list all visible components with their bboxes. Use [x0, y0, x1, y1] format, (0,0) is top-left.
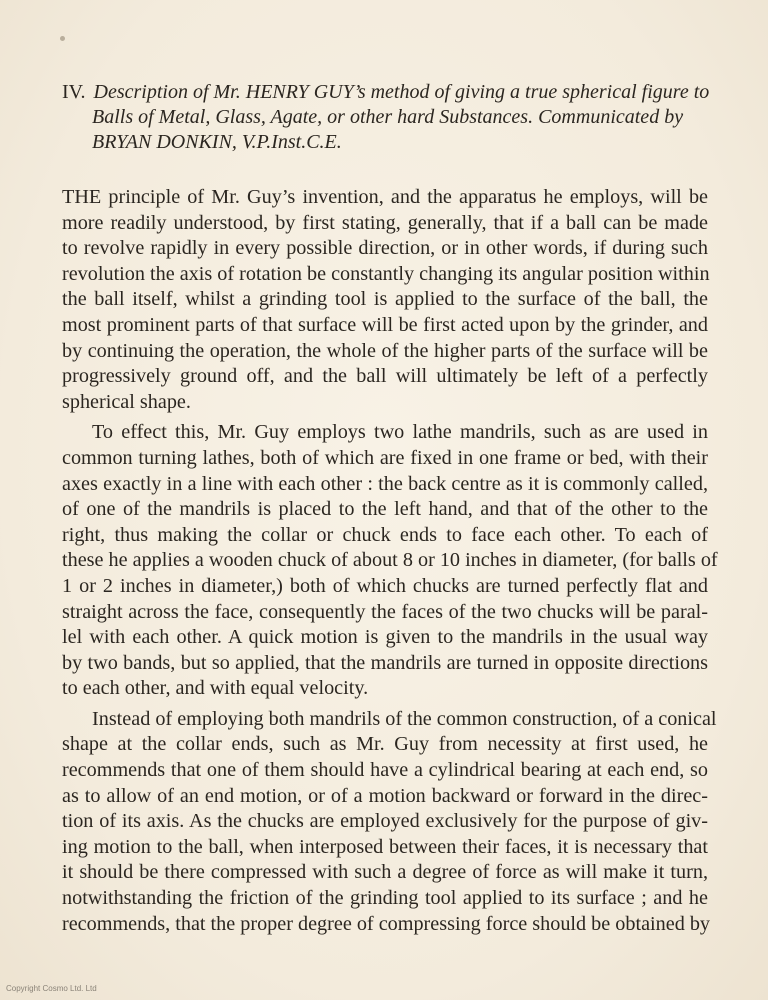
text-line: To effect this, Mr. Guy employs two lathe mandrils, such as are used in — [92, 421, 708, 444]
text-line: lel with each other. A quick motion is given to the mandrils in the usual way — [62, 626, 708, 649]
text-line: recommends, that the proper degree of compressing force should be obtained by — [62, 912, 711, 935]
text-line: it should be there compressed with such a degree of force as will make it turn, — [62, 861, 708, 884]
heading-line-2: Balls of Metal, Glass, Agate, or other hard Substances. Communicated by — [92, 106, 684, 128]
text-line: recommends that one of them should have a cylindrical bearing at each end, so — [62, 759, 708, 782]
text-line: ing motion to the ball, when interposed between their faces, it is necessary that — [62, 835, 708, 858]
text-line: shape at the collar ends, such as Mr. Guy from necessity at first used, he — [62, 733, 708, 756]
text-line: to revolve rapidly in every possible direction, or in other words, if during such — [62, 237, 708, 260]
heading-line-3: BRYAN DONKIN, V.P.Inst.C.E. — [92, 131, 342, 153]
text-line: more readily understood, by first stating, generally, that if a ball can be made — [62, 211, 708, 234]
text-line: by continuing the operation, the whole of the higher parts of the surface will be — [62, 339, 708, 362]
text-line: THE principle of Mr. Guy’s invention, and the apparatus he employs, will be — [62, 186, 708, 208]
heading-line-1: IV. Description of Mr. HENRY GUY’s method of giving a true spherical figure to — [62, 81, 710, 103]
text-line: revolution the axis of rotation be constantly changing its angular position within — [62, 262, 710, 285]
article-heading — [62, 80, 722, 155]
copyright-credit: Copyright Cosmo Ltd. Ltd — [6, 984, 97, 993]
section-number: IV. — [62, 81, 86, 103]
text-line: axes exactly in a line with each other : the back centre as it is commonly called, — [62, 472, 708, 495]
text-line: by two bands, but so applied, that the mandrils are turned in opposite directions — [62, 651, 708, 674]
text-line: these he applies a wooden chuck of about 8 or 10 inches in diameter, (for balls of — [62, 549, 718, 572]
text-line: as to allow of an end motion, or of a motion backward or forward in the direc- — [62, 784, 708, 807]
body-text — [62, 185, 718, 937]
text-line: progressively ground off, and the ball will ultimately be left of a perfectly — [62, 365, 708, 388]
text-line: right, thus making the collar or chuck ends to face each other. To each of — [62, 523, 708, 546]
text-line: most prominent parts of that surface will be first acted upon by the grinder, and — [62, 313, 708, 336]
text-line: of one of the mandrils is placed to the left hand, and that of the other to the — [62, 498, 708, 521]
text-line: common turning lathes, both of which are fixed in one frame or bed, with their — [62, 446, 708, 469]
text-line: Instead of employing both mandrils of the common construction, of a conical — [92, 707, 717, 730]
paragraph-2 — [62, 420, 718, 702]
paper-speck — [60, 36, 65, 41]
text-line: straight across the face, consequently the faces of the two chucks will be paral- — [62, 600, 708, 623]
text-line: tion of its axis. As the chucks are employed exclusively for the purpose of giv- — [62, 810, 708, 833]
paragraph-3 — [62, 707, 717, 937]
text-line: the ball itself, whilst a grinding tool is applied to the surface of the ball, the — [62, 288, 708, 311]
text-line: notwithstanding the friction of the grinding tool applied to its surface ; and he — [62, 887, 708, 910]
text-line: to each other, and with equal velocity. — [62, 677, 369, 700]
paragraph-1 — [62, 185, 708, 415]
text-line: 1 or 2 inches in diameter,) both of which chucks are turned perfectly flat and — [62, 574, 708, 597]
text-line: spherical shape. — [62, 390, 191, 413]
